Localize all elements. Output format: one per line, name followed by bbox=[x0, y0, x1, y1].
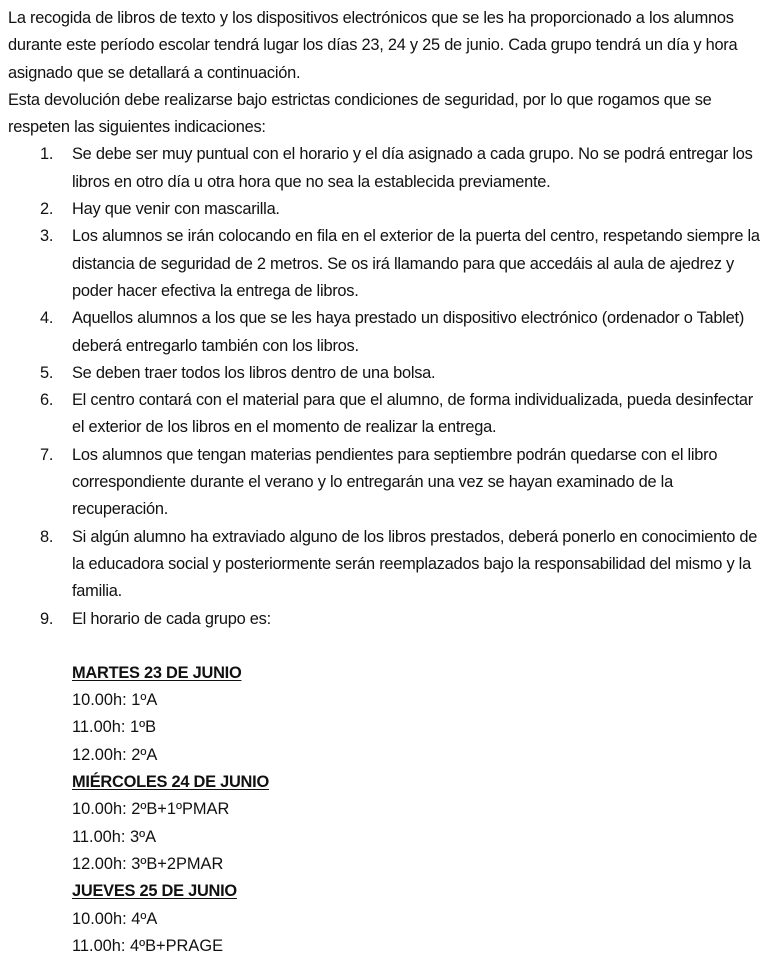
list-item-text: Hay que venir con mascarilla. bbox=[72, 200, 280, 219]
list-item-text: Se deben traer todos los libros dentro de una bolsa. bbox=[72, 363, 436, 382]
list-item bbox=[8, 524, 766, 606]
notice-document bbox=[8, 5, 766, 960]
schedule-slot: 11.00h: 3ºA bbox=[72, 827, 157, 846]
list-item-number: 2. bbox=[40, 200, 54, 219]
instructions-list bbox=[8, 141, 766, 632]
list-item-text: El centro contará con el material para que el alumno, de forma individualizada, pueda desinfectar el exterior de los libros en el momento de realizar la entrega. bbox=[72, 391, 753, 437]
list-item-number: 8. bbox=[40, 527, 54, 546]
list-item-text: Los alumnos que tengan materias pendientes para septiembre podrán quedarse con el libro correspondiente durante el verano y lo entregarán una vez se hayan examinado de la recuperación. bbox=[72, 445, 718, 519]
list-item-text: Aquellos alumnos a los que se les haya prestado un dispositivo electrónico (ordenador o Tablet) deberá entregarlo también con los libros. bbox=[72, 309, 745, 355]
schedule-day-heading: JUEVES 25 DE JUNIO bbox=[72, 882, 237, 901]
schedule-slot: 10.00h: 1ºA bbox=[72, 691, 158, 710]
schedule-slot: 11.00h: 4ºB+PRAGE bbox=[72, 936, 224, 955]
list-item-number: 4. bbox=[40, 309, 54, 328]
list-item bbox=[8, 305, 766, 360]
list-item-number: 1. bbox=[40, 145, 54, 164]
schedule-slot: 12.00h: 3ºB+2PMAR bbox=[72, 854, 224, 873]
list-item bbox=[8, 442, 766, 524]
schedule-slot: 10.00h: 4ºA bbox=[72, 909, 158, 928]
list-item bbox=[8, 360, 766, 387]
list-item-text: Los alumnos se irán colocando en fila en el exterior de la puerta del centro, respetando siempre la distancia de seguridad de 2 metros. Se os irá llamando para que accedáis al aula de ajedrez y poder hacer efectiva la entrega de libros. bbox=[72, 227, 760, 300]
list-item bbox=[8, 606, 766, 633]
list-item bbox=[8, 223, 766, 305]
schedule-slot: 10.00h: 2ºB+1ºPMAR bbox=[72, 800, 230, 819]
list-item-number: 7. bbox=[40, 445, 54, 464]
list-item-text: Si algún alumno ha extraviado alguno de los libros prestados, deberá ponerlo en conocimiento de la educadora social y posteriormente serán reemplazados bajo la responsabilidad del mismo y la familia. bbox=[72, 527, 758, 601]
list-item bbox=[8, 387, 766, 442]
schedule-slot: 11.00h: 1ºB bbox=[72, 718, 157, 737]
list-item-text: Se debe ser muy puntual con el horario y el día asignado a cada grupo. No se podrá entregar los libros en otro día u otra hora que no sea la establecida previamente. bbox=[72, 145, 753, 191]
schedule bbox=[8, 660, 766, 960]
list-item-number: 6. bbox=[40, 391, 54, 410]
list-item-number: 9. bbox=[40, 609, 54, 628]
list-item-number: 5. bbox=[40, 363, 54, 382]
list-item-number: 3. bbox=[40, 227, 54, 246]
list-item bbox=[8, 196, 766, 223]
intro-paragraph: La recogida de libros de texto y los dispositivos electrónicos que se les ha proporcionado a los alumnos durante este período escolar tendrá lugar los días 23, 24 y 25 de junio. Cada grupo tendrá un día y hora asignado que se detallará a continuación. bbox=[8, 9, 738, 82]
schedule-slot: 12.00h: 2ºA bbox=[72, 745, 158, 764]
schedule-day-heading: MARTES 23 DE JUNIO bbox=[72, 663, 242, 682]
list-item-text: El horario de cada grupo es: bbox=[72, 609, 271, 628]
schedule-day-heading: MIÉRCOLES 24 DE JUNIO bbox=[72, 773, 269, 792]
list-item bbox=[8, 141, 766, 196]
intro-paragraph: Esta devolución debe realizarse bajo estrictas condiciones de seguridad, por lo que rogamos que se respeten las siguientes indicaciones: bbox=[8, 90, 712, 137]
